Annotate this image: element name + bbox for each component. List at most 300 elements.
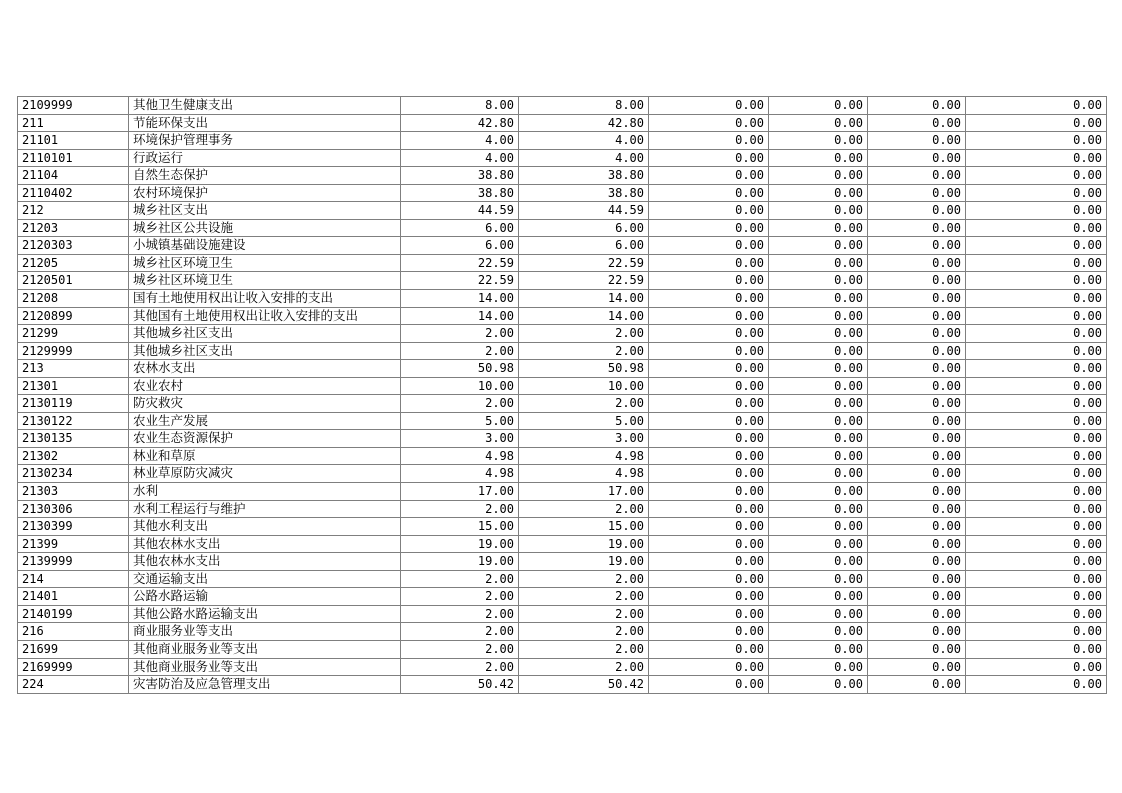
subject-code-cell: 21302 [18,447,129,465]
amount-cell: 14.00 [401,307,519,325]
subject-name-cell: 城乡社区支出 [129,202,401,220]
amount-cell: 0.00 [966,202,1107,220]
subject-name-cell: 防灾救灾 [129,395,401,413]
subject-code-cell: 2130135 [18,430,129,448]
table-row [18,518,1107,536]
amount-cell: 3.00 [401,430,519,448]
amount-cell: 0.00 [966,325,1107,343]
amount-cell: 0.00 [769,588,868,606]
subject-name-cell: 自然生态保护 [129,167,401,185]
amount-cell: 38.80 [401,184,519,202]
subject-code-cell: 224 [18,676,129,694]
amount-cell: 2.00 [401,342,519,360]
amount-cell: 0.00 [769,676,868,694]
amount-cell: 19.00 [401,553,519,571]
table-row [18,658,1107,676]
subject-code-cell: 2169999 [18,658,129,676]
amount-cell: 0.00 [868,500,966,518]
amount-cell: 0.00 [966,149,1107,167]
amount-cell: 0.00 [649,535,769,553]
amount-cell: 0.00 [769,623,868,641]
amount-cell: 0.00 [868,307,966,325]
amount-cell: 0.00 [966,483,1107,501]
subject-name-cell: 商业服务业等支出 [129,623,401,641]
subject-name-cell: 林业草原防灾减灾 [129,465,401,483]
subject-name-cell: 其他商业服务业等支出 [129,658,401,676]
subject-code-cell: 2110101 [18,149,129,167]
table-row [18,553,1107,571]
amount-cell: 19.00 [401,535,519,553]
amount-cell: 0.00 [868,254,966,272]
amount-cell: 6.00 [401,237,519,255]
table-row [18,447,1107,465]
amount-cell: 0.00 [649,237,769,255]
amount-cell: 0.00 [966,570,1107,588]
subject-name-cell: 水利 [129,483,401,501]
amount-cell: 0.00 [649,483,769,501]
subject-name-cell: 行政运行 [129,149,401,167]
subject-name-cell: 水利工程运行与维护 [129,500,401,518]
amount-cell: 0.00 [966,412,1107,430]
amount-cell: 15.00 [401,518,519,536]
subject-code-cell: 21303 [18,483,129,501]
amount-cell: 0.00 [649,149,769,167]
amount-cell: 2.00 [519,588,649,606]
amount-cell: 2.00 [519,570,649,588]
amount-cell: 0.00 [868,219,966,237]
budget-table-sheet [17,96,1107,694]
amount-cell: 0.00 [649,518,769,536]
amount-cell: 0.00 [966,518,1107,536]
subject-name-cell: 其他城乡社区支出 [129,342,401,360]
amount-cell: 0.00 [868,553,966,571]
amount-cell: 0.00 [769,97,868,115]
amount-cell: 0.00 [769,325,868,343]
amount-cell: 0.00 [966,97,1107,115]
amount-cell: 5.00 [401,412,519,430]
amount-cell: 2.00 [401,500,519,518]
subject-name-cell: 灾害防治及应急管理支出 [129,676,401,694]
amount-cell: 0.00 [868,360,966,378]
amount-cell: 2.00 [401,395,519,413]
amount-cell: 2.00 [519,605,649,623]
amount-cell: 0.00 [868,97,966,115]
amount-cell: 2.00 [401,325,519,343]
table-row [18,605,1107,623]
amount-cell: 0.00 [769,465,868,483]
amount-cell: 0.00 [966,377,1107,395]
table-row [18,219,1107,237]
table-row [18,290,1107,308]
subject-name-cell: 环境保护管理事务 [129,132,401,150]
table-row [18,202,1107,220]
subject-code-cell: 2129999 [18,342,129,360]
subject-name-cell: 其他商业服务业等支出 [129,640,401,658]
amount-cell: 0.00 [769,447,868,465]
amount-cell: 0.00 [966,500,1107,518]
amount-cell: 0.00 [868,377,966,395]
table-row [18,535,1107,553]
amount-cell: 0.00 [769,272,868,290]
amount-cell: 0.00 [966,676,1107,694]
amount-cell: 0.00 [649,97,769,115]
amount-cell: 0.00 [769,658,868,676]
amount-cell: 4.00 [519,132,649,150]
amount-cell: 0.00 [649,465,769,483]
amount-cell: 0.00 [868,570,966,588]
subject-code-cell: 21208 [18,290,129,308]
subject-name-cell: 城乡社区环境卫生 [129,272,401,290]
amount-cell: 0.00 [649,342,769,360]
amount-cell: 0.00 [649,114,769,132]
amount-cell: 2.00 [401,640,519,658]
amount-cell: 0.00 [966,535,1107,553]
amount-cell: 0.00 [649,377,769,395]
amount-cell: 10.00 [519,377,649,395]
subject-code-cell: 2130306 [18,500,129,518]
amount-cell: 0.00 [868,290,966,308]
amount-cell: 14.00 [519,290,649,308]
amount-cell: 0.00 [769,307,868,325]
subject-code-cell: 2120303 [18,237,129,255]
amount-cell: 38.80 [519,167,649,185]
amount-cell: 0.00 [966,114,1107,132]
subject-code-cell: 2120501 [18,272,129,290]
table-row [18,465,1107,483]
table-row [18,254,1107,272]
amount-cell: 4.98 [401,465,519,483]
table-row [18,377,1107,395]
amount-cell: 0.00 [649,307,769,325]
amount-cell: 0.00 [868,412,966,430]
amount-cell: 0.00 [769,518,868,536]
amount-cell: 0.00 [966,184,1107,202]
amount-cell: 0.00 [868,342,966,360]
amount-cell: 0.00 [649,202,769,220]
subject-code-cell: 21299 [18,325,129,343]
amount-cell: 22.59 [401,272,519,290]
amount-cell: 0.00 [868,535,966,553]
amount-cell: 50.42 [519,676,649,694]
amount-cell: 0.00 [769,430,868,448]
amount-cell: 4.00 [401,149,519,167]
amount-cell: 15.00 [519,518,649,536]
subject-code-cell: 21399 [18,535,129,553]
subject-code-cell: 2109999 [18,97,129,115]
amount-cell: 0.00 [649,570,769,588]
amount-cell: 14.00 [519,307,649,325]
amount-cell: 0.00 [649,588,769,606]
amount-cell: 0.00 [649,360,769,378]
subject-name-cell: 农村环境保护 [129,184,401,202]
amount-cell: 0.00 [966,167,1107,185]
table-row [18,640,1107,658]
amount-cell: 0.00 [966,132,1107,150]
amount-cell: 2.00 [401,658,519,676]
amount-cell: 8.00 [519,97,649,115]
amount-cell: 0.00 [769,132,868,150]
amount-cell: 2.00 [519,658,649,676]
subject-name-cell: 农业生态资源保护 [129,430,401,448]
amount-cell: 0.00 [966,254,1107,272]
subject-code-cell: 21101 [18,132,129,150]
amount-cell: 0.00 [649,605,769,623]
table-row [18,395,1107,413]
amount-cell: 0.00 [966,588,1107,606]
amount-cell: 0.00 [649,623,769,641]
subject-code-cell: 213 [18,360,129,378]
amount-cell: 0.00 [868,623,966,641]
table-row [18,114,1107,132]
amount-cell: 0.00 [649,325,769,343]
amount-cell: 0.00 [769,553,868,571]
subject-name-cell: 小城镇基础设施建设 [129,237,401,255]
amount-cell: 0.00 [649,447,769,465]
amount-cell: 2.00 [519,395,649,413]
subject-name-cell: 交通运输支出 [129,570,401,588]
amount-cell: 0.00 [649,272,769,290]
amount-cell: 42.80 [519,114,649,132]
amount-cell: 0.00 [868,447,966,465]
amount-cell: 0.00 [966,623,1107,641]
amount-cell: 6.00 [519,219,649,237]
subject-name-cell: 其他城乡社区支出 [129,325,401,343]
amount-cell: 0.00 [868,676,966,694]
amount-cell: 0.00 [868,518,966,536]
amount-cell: 0.00 [769,202,868,220]
amount-cell: 0.00 [868,395,966,413]
amount-cell: 22.59 [519,254,649,272]
subject-code-cell: 2130399 [18,518,129,536]
amount-cell: 0.00 [769,640,868,658]
amount-cell: 2.00 [401,570,519,588]
amount-cell: 0.00 [649,640,769,658]
subject-name-cell: 林业和草原 [129,447,401,465]
table-row [18,184,1107,202]
subject-name-cell: 其他农林水支出 [129,535,401,553]
amount-cell: 0.00 [868,272,966,290]
amount-cell: 22.59 [519,272,649,290]
amount-cell: 0.00 [966,237,1107,255]
amount-cell: 0.00 [649,395,769,413]
amount-cell: 22.59 [401,254,519,272]
amount-cell: 2.00 [519,640,649,658]
amount-cell: 6.00 [401,219,519,237]
amount-cell: 0.00 [966,360,1107,378]
table-row [18,588,1107,606]
subject-name-cell: 城乡社区公共设施 [129,219,401,237]
table-row [18,97,1107,115]
amount-cell: 0.00 [868,237,966,255]
amount-cell: 0.00 [649,132,769,150]
subject-name-cell: 其他水利支出 [129,518,401,536]
budget-table [17,96,1107,694]
amount-cell: 2.00 [401,605,519,623]
amount-cell: 0.00 [769,219,868,237]
amount-cell: 5.00 [519,412,649,430]
subject-code-cell: 2130234 [18,465,129,483]
amount-cell: 0.00 [966,395,1107,413]
subject-code-cell: 216 [18,623,129,641]
subject-code-cell: 2139999 [18,553,129,571]
amount-cell: 0.00 [868,658,966,676]
amount-cell: 38.80 [519,184,649,202]
amount-cell: 44.59 [519,202,649,220]
table-row [18,167,1107,185]
amount-cell: 2.00 [401,623,519,641]
amount-cell: 0.00 [868,605,966,623]
amount-cell: 4.00 [401,132,519,150]
amount-cell: 0.00 [769,114,868,132]
subject-code-cell: 21205 [18,254,129,272]
subject-name-cell: 其他卫生健康支出 [129,97,401,115]
table-body [18,97,1107,694]
amount-cell: 0.00 [868,202,966,220]
amount-cell: 4.98 [519,465,649,483]
amount-cell: 0.00 [649,167,769,185]
table-row [18,412,1107,430]
amount-cell: 3.00 [519,430,649,448]
subject-name-cell: 其他公路水路运输支出 [129,605,401,623]
subject-code-cell: 214 [18,570,129,588]
amount-cell: 0.00 [769,500,868,518]
subject-code-cell: 21401 [18,588,129,606]
amount-cell: 0.00 [769,149,868,167]
amount-cell: 8.00 [401,97,519,115]
subject-code-cell: 2130122 [18,412,129,430]
amount-cell: 0.00 [868,184,966,202]
amount-cell: 0.00 [649,553,769,571]
amount-cell: 2.00 [519,623,649,641]
table-row [18,342,1107,360]
amount-cell: 17.00 [401,483,519,501]
amount-cell: 0.00 [649,430,769,448]
amount-cell: 44.59 [401,202,519,220]
subject-name-cell: 公路水路运输 [129,588,401,606]
amount-cell: 19.00 [519,535,649,553]
subject-code-cell: 21301 [18,377,129,395]
amount-cell: 17.00 [519,483,649,501]
amount-cell: 0.00 [649,676,769,694]
amount-cell: 0.00 [966,553,1107,571]
amount-cell: 0.00 [769,535,868,553]
amount-cell: 0.00 [769,290,868,308]
amount-cell: 2.00 [401,588,519,606]
table-row [18,570,1107,588]
subject-code-cell: 2140199 [18,605,129,623]
amount-cell: 0.00 [966,219,1107,237]
amount-cell: 0.00 [966,465,1107,483]
amount-cell: 0.00 [649,290,769,308]
amount-cell: 0.00 [649,219,769,237]
amount-cell: 0.00 [649,254,769,272]
amount-cell: 0.00 [868,430,966,448]
subject-name-cell: 节能环保支出 [129,114,401,132]
amount-cell: 0.00 [649,500,769,518]
amount-cell: 0.00 [649,184,769,202]
amount-cell: 0.00 [769,605,868,623]
amount-cell: 50.42 [401,676,519,694]
amount-cell: 0.00 [769,377,868,395]
amount-cell: 0.00 [966,307,1107,325]
subject-code-cell: 2110402 [18,184,129,202]
table-row [18,676,1107,694]
subject-code-cell: 211 [18,114,129,132]
subject-name-cell: 农林水支出 [129,360,401,378]
amount-cell: 0.00 [868,465,966,483]
table-row [18,325,1107,343]
table-row [18,132,1107,150]
table-row [18,149,1107,167]
amount-cell: 0.00 [649,658,769,676]
amount-cell: 0.00 [769,342,868,360]
table-row [18,623,1107,641]
amount-cell: 0.00 [769,483,868,501]
amount-cell: 0.00 [868,640,966,658]
amount-cell: 0.00 [966,290,1107,308]
subject-code-cell: 21699 [18,640,129,658]
amount-cell: 0.00 [966,658,1107,676]
amount-cell: 2.00 [519,325,649,343]
amount-cell: 0.00 [966,640,1107,658]
amount-cell: 0.00 [769,570,868,588]
table-row [18,237,1107,255]
subject-name-cell: 城乡社区环境卫生 [129,254,401,272]
amount-cell: 0.00 [966,272,1107,290]
amount-cell: 2.00 [519,342,649,360]
amount-cell: 50.98 [401,360,519,378]
amount-cell: 0.00 [868,588,966,606]
amount-cell: 0.00 [649,412,769,430]
subject-name-cell: 国有土地使用权出让收入安排的支出 [129,290,401,308]
subject-code-cell: 21203 [18,219,129,237]
amount-cell: 2.00 [519,500,649,518]
amount-cell: 0.00 [769,254,868,272]
table-row [18,360,1107,378]
amount-cell: 4.98 [401,447,519,465]
subject-code-cell: 2120899 [18,307,129,325]
amount-cell: 0.00 [769,412,868,430]
amount-cell: 14.00 [401,290,519,308]
amount-cell: 4.98 [519,447,649,465]
subject-name-cell: 其他农林水支出 [129,553,401,571]
amount-cell: 6.00 [519,237,649,255]
amount-cell: 0.00 [769,184,868,202]
amount-cell: 0.00 [868,325,966,343]
table-row [18,500,1107,518]
amount-cell: 0.00 [868,483,966,501]
table-row [18,483,1107,501]
subject-code-cell: 2130119 [18,395,129,413]
amount-cell: 0.00 [769,237,868,255]
table-row [18,272,1107,290]
amount-cell: 0.00 [868,132,966,150]
amount-cell: 19.00 [519,553,649,571]
subject-name-cell: 其他国有土地使用权出让收入安排的支出 [129,307,401,325]
amount-cell: 38.80 [401,167,519,185]
amount-cell: 0.00 [966,430,1107,448]
amount-cell: 10.00 [401,377,519,395]
amount-cell: 0.00 [769,167,868,185]
amount-cell: 50.98 [519,360,649,378]
subject-name-cell: 农业生产发展 [129,412,401,430]
table-row [18,430,1107,448]
amount-cell: 0.00 [966,447,1107,465]
amount-cell: 0.00 [769,395,868,413]
subject-code-cell: 21104 [18,167,129,185]
subject-code-cell: 212 [18,202,129,220]
amount-cell: 0.00 [868,114,966,132]
